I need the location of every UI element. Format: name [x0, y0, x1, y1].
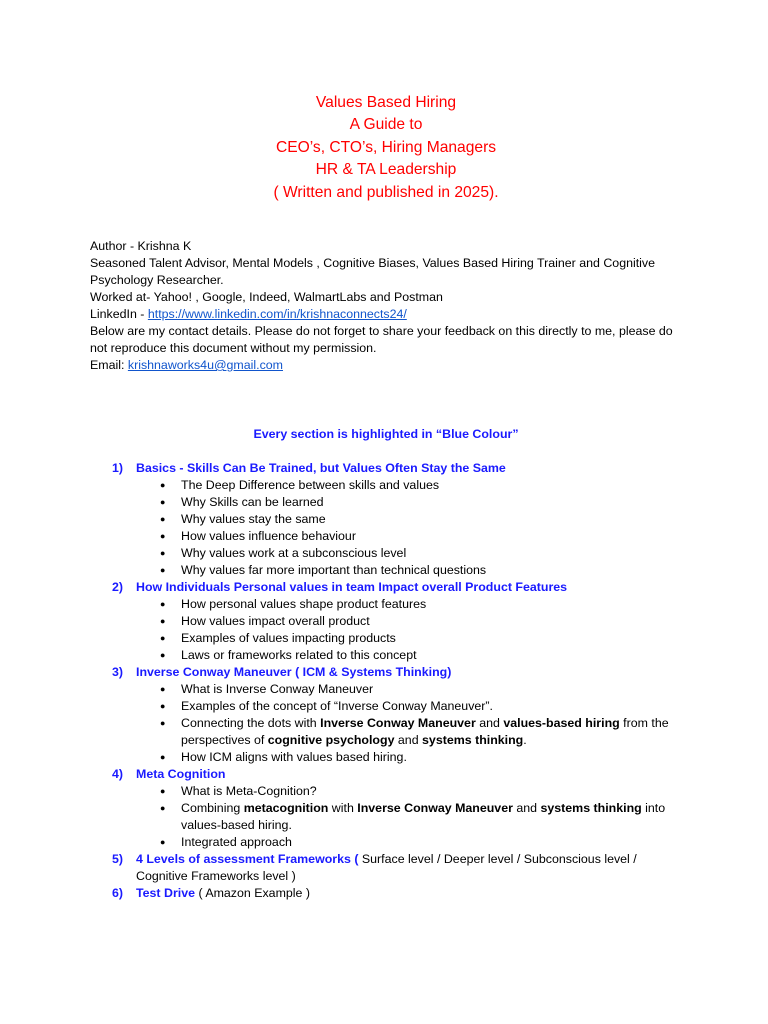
- section-subtitle: ( Amazon Example ): [195, 886, 311, 900]
- bullet-icon: ●: [160, 803, 166, 813]
- section-number: 1): [112, 461, 124, 475]
- list-item-text: Why values work at a subconscious level: [181, 546, 407, 560]
- linkedin-line: [90, 306, 690, 323]
- text-fragment: with: [328, 801, 358, 815]
- list-item: [160, 800, 672, 834]
- text-fragment: and: [394, 733, 423, 747]
- list-item-text: Laws or frameworks related to this concept: [181, 648, 417, 662]
- list-item-text: Integrated approach: [181, 835, 292, 849]
- list-item: [160, 834, 672, 851]
- list-item-text: How values impact overall product: [181, 614, 370, 628]
- section-title: Basics - Skills Can Be Trained, but Values Often Stay the Same: [136, 461, 506, 475]
- document-title: [0, 92, 768, 204]
- bullet-icon: ●: [160, 616, 166, 626]
- section-6: [112, 885, 672, 902]
- bold-term: Inverse Conway Maneuver: [320, 716, 476, 730]
- text-fragment: Connecting the dots with: [181, 716, 321, 730]
- list-item-text: Why Skills can be learned: [181, 495, 324, 509]
- list-item-text: How values influence behaviour: [181, 529, 356, 543]
- title-line: HR & TA Leadership: [315, 161, 457, 179]
- list-item: [160, 562, 672, 579]
- list-item-text: What is Meta-Cognition?: [181, 784, 317, 798]
- author-bio: Seasoned Talent Advisor, Mental Models , Cognitive Biases, Values Based Hiring Trainer and Cognitive Psychology Researcher.: [90, 256, 656, 287]
- title-line: CEO’s, CTO’s, Hiring Managers: [275, 138, 497, 156]
- bullet-icon: ●: [160, 684, 166, 694]
- section-5: [112, 851, 672, 885]
- section-3: [112, 664, 672, 766]
- list-item-text: Examples of the concept of “Inverse Conway Maneuver”.: [181, 699, 493, 713]
- list-item: [160, 715, 672, 749]
- title-line: A Guide to: [349, 116, 423, 134]
- section-title: 4 Levels of assessment Frameworks (: [136, 852, 359, 866]
- text-fragment: .: [523, 733, 527, 747]
- list-item: [160, 783, 672, 800]
- section-title: Meta Cognition: [136, 767, 226, 781]
- bullet-list: [112, 681, 672, 766]
- list-item: [160, 698, 672, 715]
- bullet-icon: ●: [160, 786, 166, 796]
- bullet-icon: ●: [160, 752, 166, 762]
- bullet-icon: ●: [160, 548, 166, 558]
- title-line: Values Based Hiring: [315, 94, 457, 111]
- section-list: [112, 460, 672, 902]
- section-number: 3): [112, 665, 124, 679]
- bullet-icon: ●: [160, 701, 166, 711]
- section-1: [112, 460, 672, 579]
- list-item-text: What is Inverse Conway Maneuver: [181, 682, 374, 696]
- bold-term: metacognition: [243, 801, 329, 815]
- highlight-note: Every section is highlighted in “Blue Colour”: [253, 427, 519, 441]
- section-title: Inverse Conway Maneuver ( ICM & Systems Thinking): [136, 665, 452, 679]
- text-fragment: Combining: [181, 801, 244, 815]
- bullet-icon: ●: [160, 633, 166, 643]
- author-info: [90, 238, 690, 374]
- bold-term: Inverse Conway Maneuver: [357, 801, 513, 815]
- section-heading: [112, 664, 672, 681]
- bullet-icon: ●: [160, 565, 166, 575]
- list-item: [160, 630, 672, 647]
- bold-term: systems thinking: [540, 801, 642, 815]
- bullet-icon: ●: [160, 718, 166, 728]
- text-fragment: and: [512, 801, 541, 815]
- author-work-history: Worked at- Yahoo! , Google, Indeed, WalmartLabs and Postman: [90, 290, 443, 304]
- bullet-icon: ●: [160, 599, 166, 609]
- list-item-text: Why values stay the same: [181, 512, 326, 526]
- title-line: ( Written and published in 2025).: [273, 183, 499, 201]
- list-item: [160, 494, 672, 511]
- section-heading: [112, 766, 672, 783]
- list-item-text: How ICM aligns with values based hiring.: [181, 750, 407, 764]
- email-line: [90, 357, 690, 374]
- section-title: Test Drive: [136, 886, 195, 900]
- list-item: [160, 749, 672, 766]
- list-item-text: Why values far more important than technical questions: [181, 563, 487, 577]
- list-item: [160, 511, 672, 528]
- bullet-list: [112, 477, 672, 579]
- section-4: [112, 766, 672, 851]
- list-item: [160, 596, 672, 613]
- section-number: 5): [112, 852, 124, 866]
- list-item: [160, 477, 672, 494]
- bullet-icon: ●: [160, 650, 166, 660]
- email-link[interactable]: krishnaworks4u@gmail.com: [127, 358, 283, 372]
- bullet-icon: ●: [160, 514, 166, 524]
- text-fragment: from the perspectives of: [181, 716, 669, 747]
- linkedin-label: LinkedIn -: [90, 307, 148, 321]
- bold-term: cognitive psychology: [267, 733, 395, 747]
- bullet-icon: ●: [160, 497, 166, 507]
- section-title: How Individuals Personal values in team Impact overall Product Features: [136, 580, 568, 594]
- bullet-icon: ●: [160, 531, 166, 541]
- section-heading: [112, 460, 672, 477]
- list-item-text: Examples of values impacting products: [181, 631, 396, 645]
- bullet-list: [112, 783, 672, 851]
- text-fragment: and: [475, 716, 504, 730]
- author-name: Author - Krishna K: [90, 239, 192, 253]
- list-item: [160, 528, 672, 545]
- list-item-text: The Deep Difference between skills and values: [181, 478, 440, 492]
- section-number: 4): [112, 767, 124, 781]
- section-heading: [112, 885, 672, 902]
- text-fragment: into values-based hiring.: [181, 801, 666, 832]
- list-item: [160, 545, 672, 562]
- section-heading: [112, 851, 672, 885]
- section-subtitle: Surface level / Deeper level / Subconscious level / Cognitive Frameworks level ): [136, 852, 637, 883]
- section-number: 6): [112, 886, 124, 900]
- list-item: [160, 681, 672, 698]
- section-2: [112, 579, 672, 664]
- bullet-list: [112, 596, 672, 664]
- list-item-text: How personal values shape product features: [181, 597, 427, 611]
- section-heading: [112, 579, 672, 596]
- bold-term: systems thinking: [422, 733, 524, 747]
- linkedin-link[interactable]: https://www.linkedin.com/in/krishnaconnects24/: [147, 307, 407, 321]
- bold-term: values-based hiring: [503, 716, 620, 730]
- contact-note: Below are my contact details. Please do not forget to share your feedback on this directly to me, please do not reproduce this document without my permission.: [90, 324, 673, 355]
- bullet-icon: ●: [160, 480, 166, 490]
- list-item: [160, 613, 672, 630]
- email-label: Email:: [90, 358, 128, 372]
- list-item: [160, 647, 672, 664]
- bullet-icon: ●: [160, 837, 166, 847]
- section-number: 2): [112, 580, 124, 594]
